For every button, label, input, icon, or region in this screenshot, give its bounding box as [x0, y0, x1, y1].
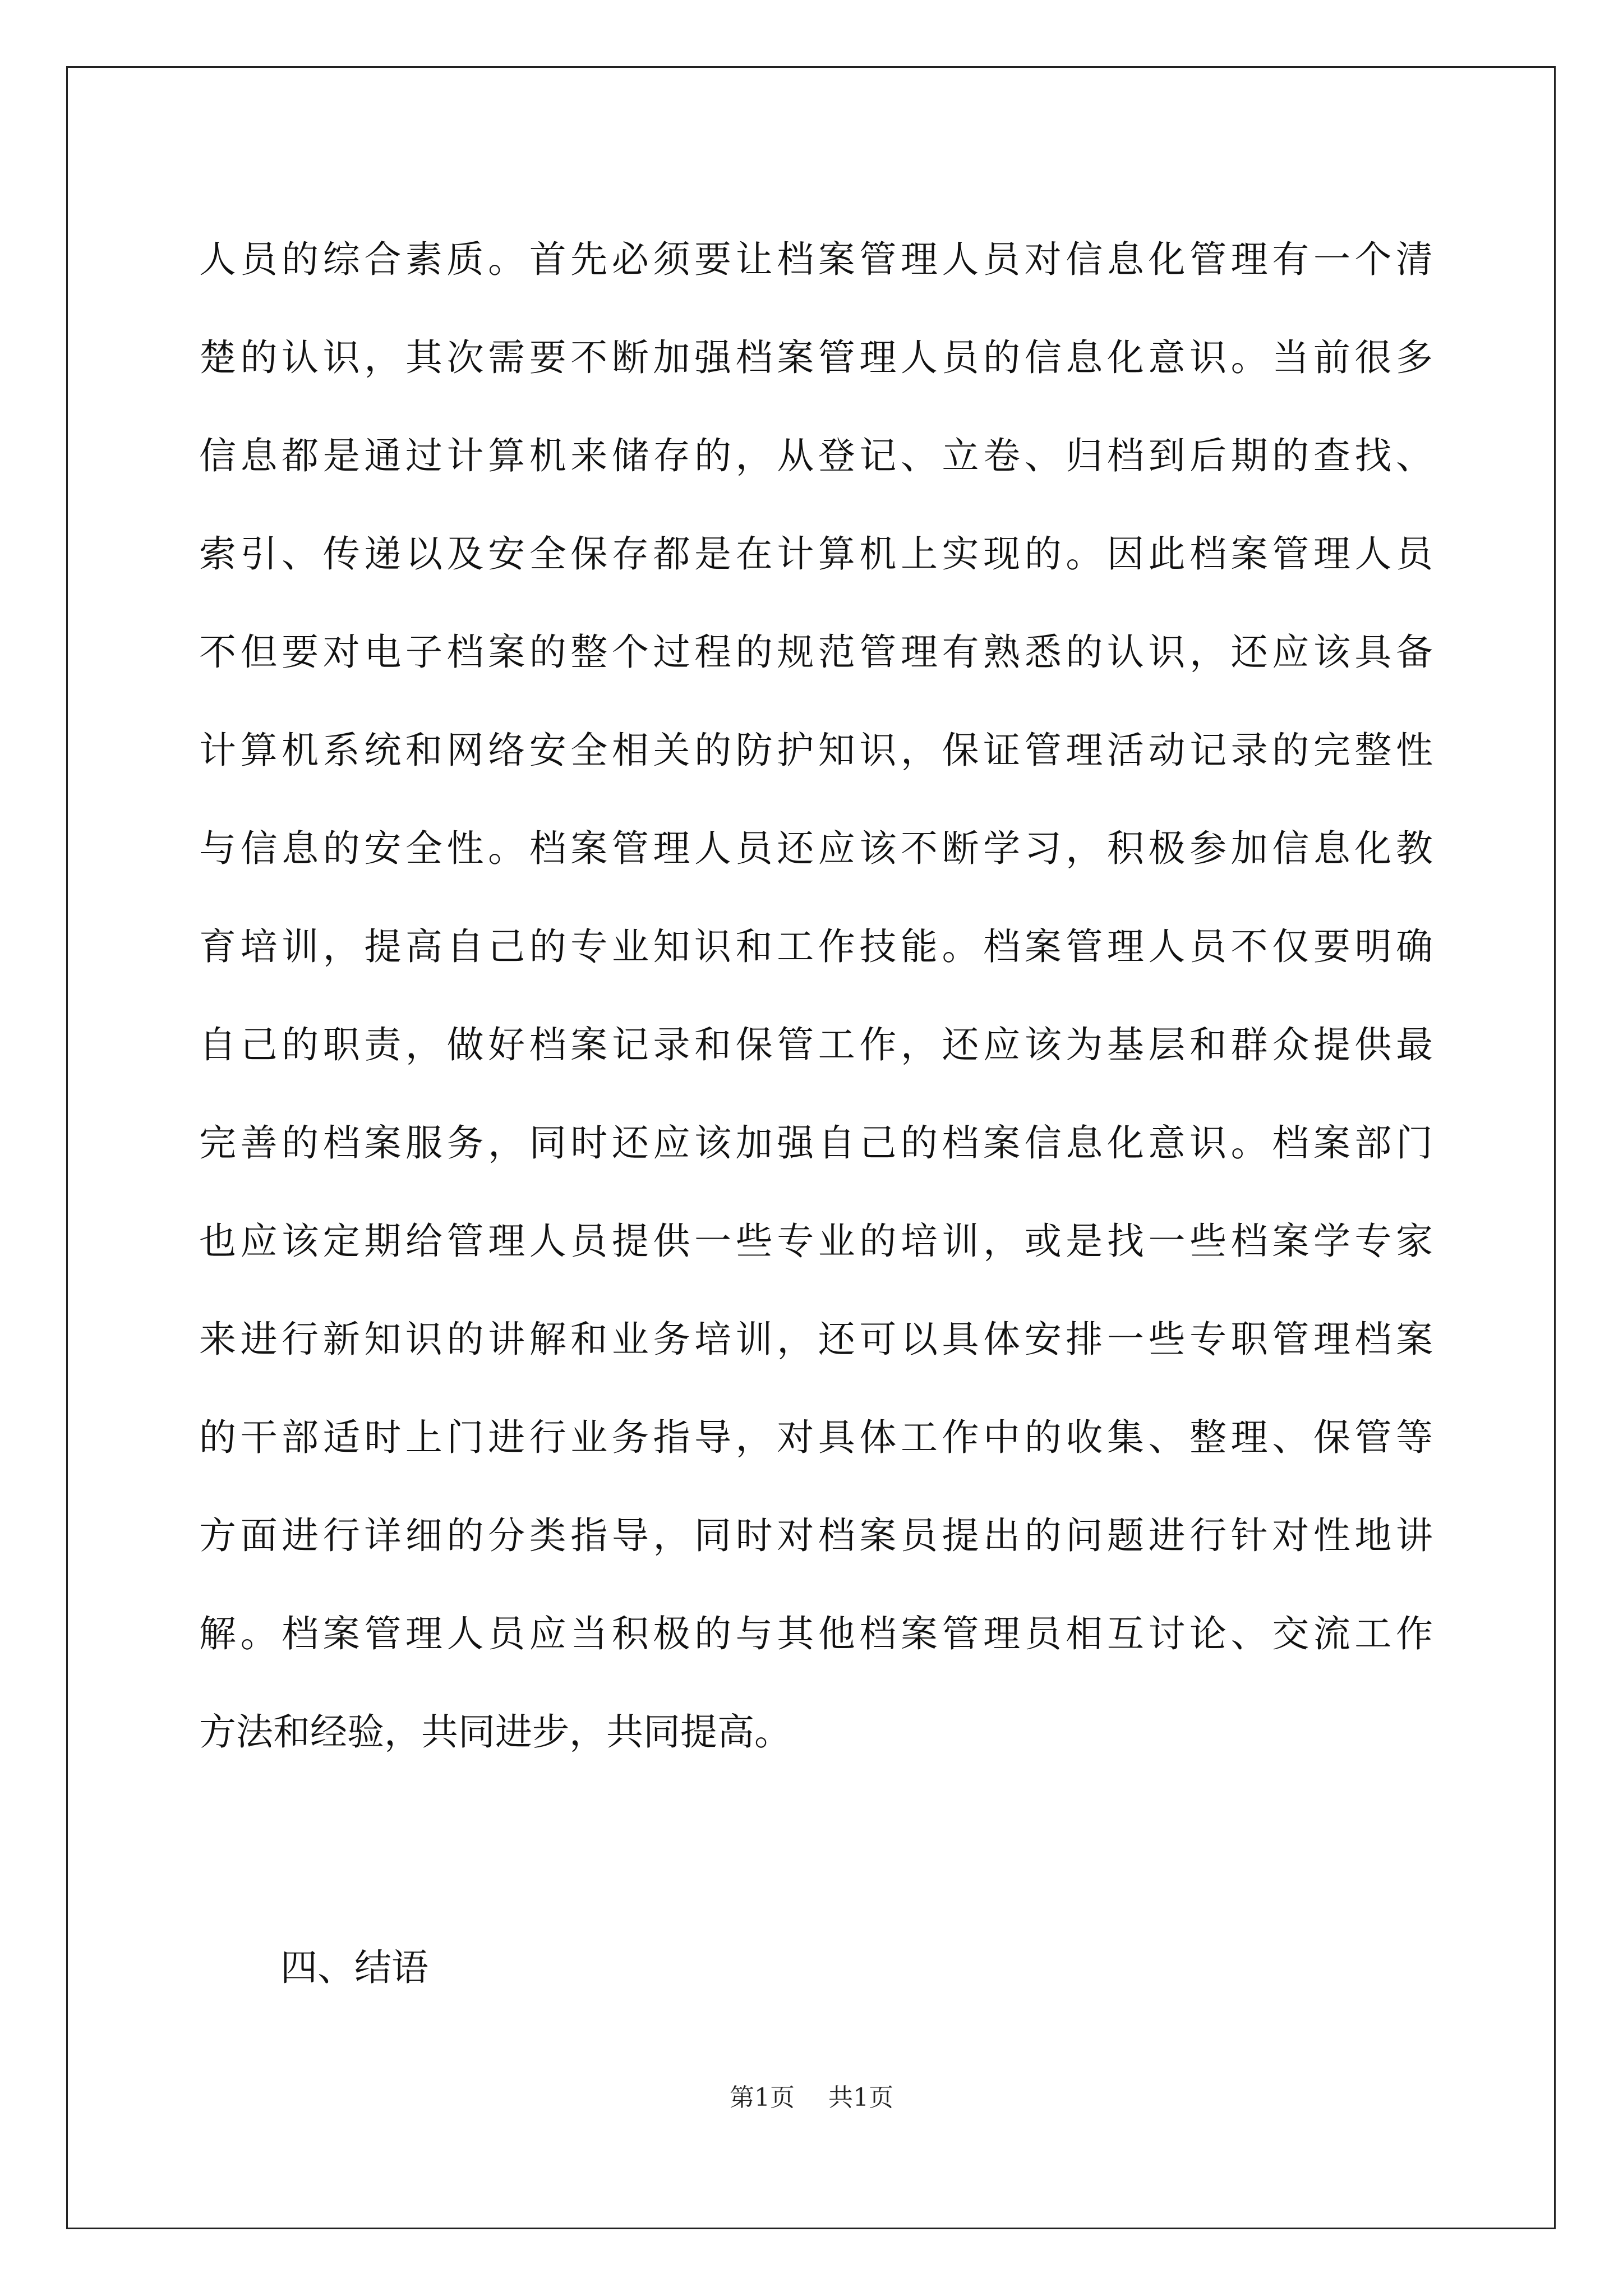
paragraph-line: 解。档案管理人员应当积极的与其他档案管理员相互讨论、交流工作	[199, 1612, 1433, 1655]
page-total: 共1页	[828, 2083, 893, 2112]
paragraph-line: 来进行新知识的讲解和业务培训，还可以具体安排一些专职管理档案	[199, 1318, 1433, 1361]
paragraph-line: 育培训，提高自己的专业知识和工作技能。档案管理人员不仅要明确	[199, 925, 1433, 968]
paragraph-line: 不但要对电子档案的整个过程的规范管理有熟悉的认识，还应该具备	[199, 631, 1433, 674]
paragraph-line: 索引、传递以及安全保存都是在计算机上实现的。因此档案管理人员	[199, 532, 1433, 576]
paragraph-line: 完善的档案服务，同时还应该加强自己的档案信息化意识。档案部门	[199, 1121, 1433, 1165]
body-paragraph	[199, 210, 1433, 1781]
page-footer	[0, 2081, 1623, 2115]
page-number: 第1页	[730, 2083, 795, 2112]
paragraph-line: 人员的综合素质。首先必须要让档案管理人员对信息化管理有一个清	[199, 238, 1433, 281]
paragraph-line: 楚的认识，其次需要不断加强档案管理人员的信息化意识。当前很多	[199, 336, 1433, 379]
paragraph-line: 的干部适时上门进行业务指导，对具体工作中的收集、整理、保管等	[199, 1416, 1433, 1459]
paragraph-line: 与信息的安全性。档案管理人员还应该不断学习，积极参加信息化教	[199, 827, 1433, 870]
paragraph-line: 计算机系统和网络安全相关的防护知识，保证管理活动记录的完整性	[199, 729, 1433, 772]
paragraph-line: 也应该定期给管理人员提供一些专业的培训，或是找一些档案学专家	[199, 1220, 1433, 1263]
paragraph-line: 方法和经验，共同进步，共同提高。	[199, 1710, 791, 1754]
paragraph-line: 方面进行详细的分类指导，同时对档案员提出的问题进行针对性地讲	[199, 1514, 1433, 1557]
paragraph-line: 信息都是通过计算机来储存的，从登记、立卷、归档到后期的查找、	[199, 434, 1433, 477]
paragraph-line: 自己的职责，做好档案记录和保管工作，还应该为基层和群众提供最	[199, 1023, 1433, 1066]
section-heading: 四、结语	[280, 1946, 428, 1989]
